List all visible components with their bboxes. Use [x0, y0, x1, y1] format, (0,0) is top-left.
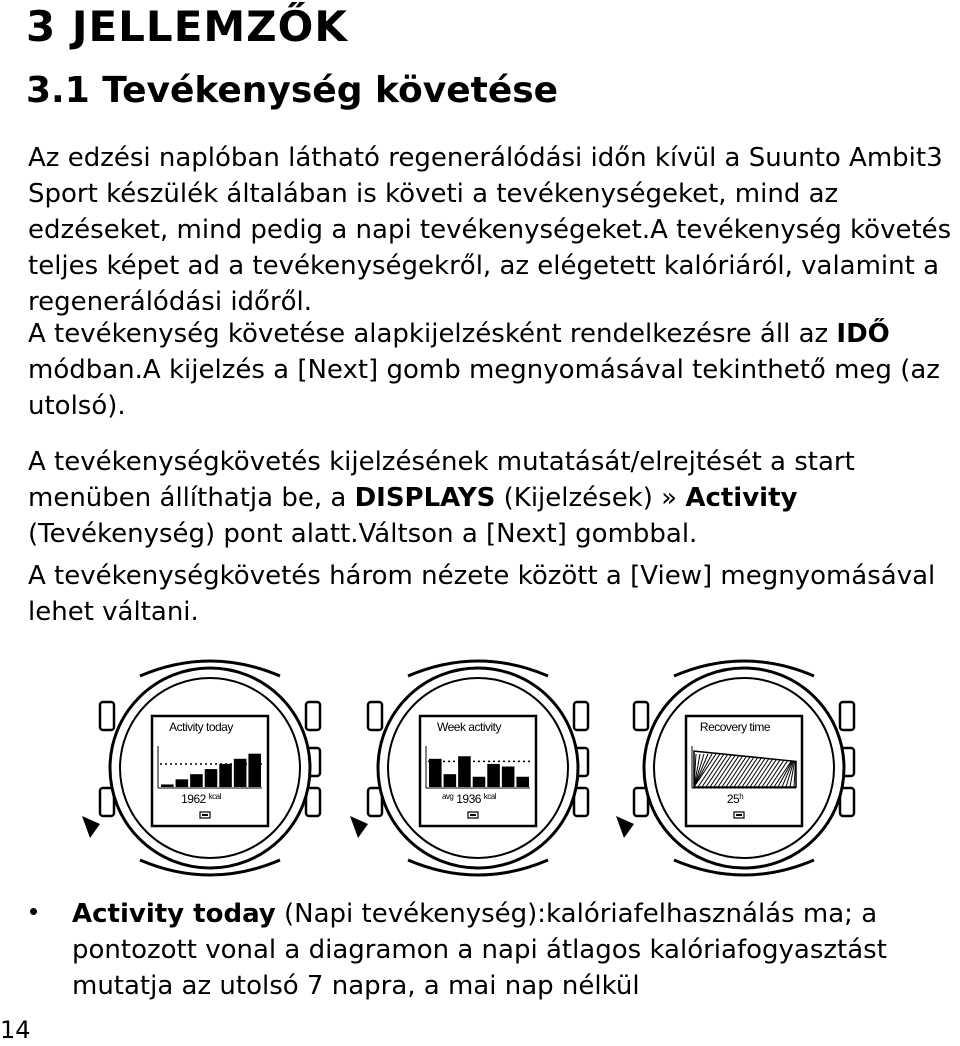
screen-value [612, 792, 858, 806]
watch-illustrations [78, 656, 960, 880]
chart-week-activity [346, 656, 592, 880]
unit: h [739, 792, 744, 801]
chart-activity-today [78, 656, 324, 880]
paragraph-time-mode [28, 316, 960, 424]
chart-bar [487, 764, 500, 787]
screen-value [78, 792, 324, 806]
page-number: 14 [0, 1016, 31, 1044]
value: 1936 [456, 792, 481, 806]
value: 1962 [181, 792, 206, 806]
bold-mode-label: IDŐ [836, 319, 890, 349]
chart-bar [161, 784, 174, 787]
text: módban.A kijelzés a [Next] gomb megnyomásával tekinthető meg (az utolsó). [28, 355, 940, 421]
watch-recovery-time [612, 656, 858, 880]
chart-bar [444, 774, 457, 787]
unit: kcal [208, 792, 221, 801]
paragraph-views: A tevékenységkövetés három nézete között a [View] megnyomásával lehet váltani. [28, 561, 936, 627]
unit: kcal [483, 792, 497, 801]
screen-value [346, 792, 592, 806]
bold-activity: Activity [685, 483, 798, 513]
text: (Tevékenység) pont alatt.Váltson a [Next] gombbal. [28, 519, 698, 549]
bullet-item-activity-today [72, 896, 952, 1004]
section-heading: 3.1 Tevékenység követése [26, 70, 559, 111]
chart-bar [429, 759, 442, 787]
chart-bar [234, 759, 247, 787]
chart-bar [473, 777, 486, 787]
chart-bar [219, 764, 232, 787]
bullet-icon [30, 908, 37, 915]
paragraph-displays [28, 444, 960, 552]
paragraph-intro: Az edzési naplóban látható regenerálódási időn kívül a Suunto Ambit3 Sport készülék általában is követi a tevékenységeket, mind az edzéseket, mind pedig a napi tevékenységeket.A tevékenység követés teljes képet ad a tevékenységekről, az elégetett kalóriáról, valamint a regenerálódási időről. [28, 143, 952, 317]
value: 25 [726, 792, 740, 806]
text: A tevékenységkövetés kijelzésének mutatását/elrejtését a start menüben állíthatja be, a [28, 447, 855, 513]
chart-bar [205, 769, 218, 787]
text: (Kijelzések) » [495, 483, 686, 513]
screen-title: Recovery time [699, 720, 771, 734]
screen-title: Week activity [437, 720, 501, 734]
chart-bar [248, 754, 261, 787]
bullet-bold: Activity today [72, 899, 276, 929]
screen-title: Activity today [169, 720, 233, 734]
chart-bar [190, 774, 203, 787]
chart-bar [516, 777, 529, 787]
chart-bar [176, 779, 189, 787]
chart-recovery-time [612, 656, 858, 880]
text: A tevékenység követése alapkijelzésként rendelkezésre áll az [28, 319, 837, 349]
bold-displays: DISPLAYS [354, 483, 496, 513]
watch-week-activity [346, 656, 592, 880]
chapter-heading: 3 JELLEMZŐK [26, 2, 348, 51]
watch-activity-today [78, 656, 324, 880]
bullet-text: (Napi tevékenység):kalóriafelhasználás ma; a pontozott vonal a diagramon a napi átlagos kalóriafogyasztást mutatja az utolsó 7 napra, a mai nap nélkül [72, 899, 887, 1001]
prefix: avg [441, 792, 454, 801]
chart-bar [502, 767, 515, 788]
